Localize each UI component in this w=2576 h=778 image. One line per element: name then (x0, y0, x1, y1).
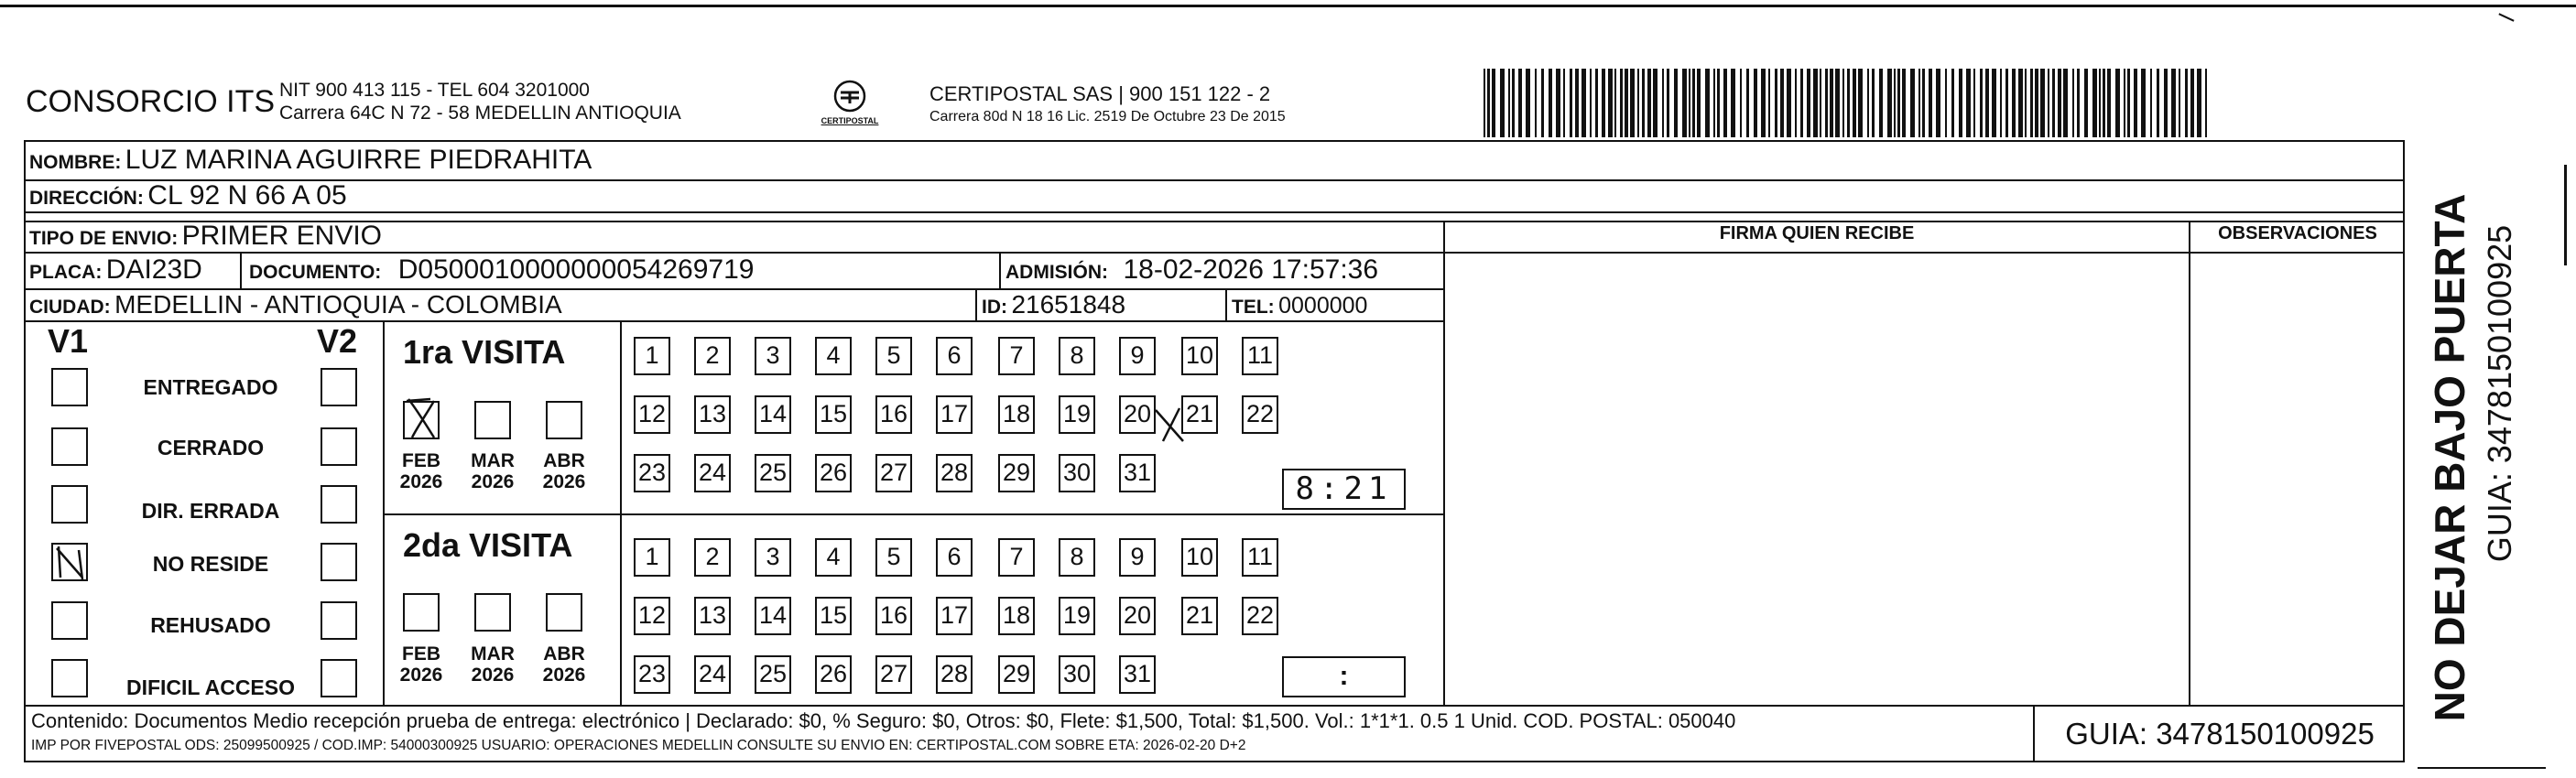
barcode-bar (1761, 69, 1766, 137)
documento-label: DOCUMENTO: (249, 262, 382, 283)
status-rehusado: REHUSADO (150, 613, 271, 637)
barcode-bar (1887, 69, 1892, 137)
barcode-bar (1992, 69, 1996, 137)
barcode-bar (1775, 69, 1777, 137)
barcode-bar (1830, 69, 1833, 137)
row-line (1445, 252, 2405, 254)
visit-divider (383, 513, 1443, 515)
day-12-box[interactable]: 12 (634, 395, 670, 434)
day-6-box[interactable]: 6 (936, 337, 973, 375)
day-24-box[interactable]: 24 (694, 454, 731, 492)
day-21-box[interactable]: 21 (1181, 395, 1218, 434)
visit1-time: 8:21 (1295, 470, 1393, 507)
day-12-box[interactable]: 12 (634, 597, 670, 635)
barcode-bar (1945, 69, 1947, 137)
visit2-month-abr-checkbox[interactable] (546, 593, 582, 632)
day-14-box[interactable]: 14 (755, 597, 791, 635)
documento-value: D0500010000000054269719 (397, 254, 755, 285)
day-15-box[interactable]: 15 (815, 395, 852, 434)
tel-label: TEL: (1232, 297, 1275, 318)
barcode-bar (1570, 69, 1572, 137)
barcode-bar (2134, 69, 2137, 137)
barcode-bar (1541, 69, 1544, 137)
col-line (1225, 288, 1227, 320)
barcode-bar (1608, 69, 1613, 137)
visit2-month-feb-checkbox[interactable] (403, 593, 440, 632)
v1-checkbox-no-reside[interactable] (51, 543, 88, 581)
direccion-label: DIRECCIÓN: (29, 188, 144, 209)
day-3-box[interactable]: 3 (755, 337, 791, 375)
month-name: MAR (471, 643, 515, 665)
barcode-bar (1894, 69, 1896, 137)
barcode-bar (2103, 69, 2105, 137)
day-28-box[interactable]: 28 (936, 454, 973, 492)
nombre-row (29, 145, 592, 176)
day-11-box[interactable]: 11 (1242, 538, 1278, 577)
month-year: 2026 (542, 665, 586, 686)
day-2-box[interactable]: 2 (694, 538, 731, 577)
barcode-bar (1872, 69, 1875, 137)
barcode-bar (1535, 69, 1537, 137)
barcode-bar (2197, 69, 2201, 137)
barcode-bar (1842, 69, 1844, 137)
row-line (24, 252, 1443, 254)
barcode-bar (1897, 69, 1900, 137)
side-warning: NO DEJAR BAJO PUERTA (2426, 193, 2473, 722)
day-30-box[interactable]: 30 (1059, 655, 1095, 694)
visit1-title: 1ra VISITA (403, 333, 566, 371)
status-dir-errada: DIR. ERRADA (141, 499, 280, 523)
corner-mark (2498, 13, 2514, 21)
day-13-box[interactable]: 13 (694, 597, 731, 635)
barcode-bar (1602, 69, 1605, 137)
day-25-box[interactable]: 25 (755, 655, 791, 694)
barcode-bar (1549, 69, 1552, 137)
barcode-bar (1825, 69, 1828, 137)
id-value: 21651848 (1011, 290, 1126, 319)
barcode-bar (1575, 69, 1579, 137)
footer-imp: IMP POR FIVEPOSTAL ODS: 25099500925 / COD.IMP: 54000300925 USUARIO: OPERACIONES MEDELLIN CONSULTE SU ENVIO EN: CERTIPOSTAL.COM SOBRE ETA: 2026-02-20 D+2 (31, 738, 1246, 753)
day-6-box[interactable]: 6 (936, 538, 973, 577)
nombre-value: LUZ MARINA AGUIRRE PIEDRAHITA (125, 145, 592, 175)
day-15-box[interactable]: 15 (815, 597, 852, 635)
day-13-box[interactable]: 13 (694, 395, 731, 434)
barcode-bar (1959, 69, 1962, 137)
logo-caption: CERTIPOSTAL (821, 116, 879, 125)
barcode-bar (1625, 69, 1628, 137)
barcode-bar (1731, 69, 1735, 137)
barcode-bar (1563, 69, 1565, 137)
barcode-bar (1807, 69, 1810, 137)
day-17-box[interactable]: 17 (936, 395, 973, 434)
visit2-title: 2da VISITA (403, 526, 573, 564)
day-8-box[interactable]: 8 (1059, 337, 1095, 375)
barcode-bar (1835, 69, 1840, 137)
barcode-bar (1713, 69, 1715, 137)
admision-label: ADMISIÓN: (1005, 262, 1108, 283)
admision-value: 18-02-2026 17:57:36 (1123, 254, 1379, 285)
barcode-bar (1717, 69, 1720, 137)
day-26-box[interactable]: 26 (815, 655, 852, 694)
v2-checkbox-dificil-acceso[interactable] (321, 659, 357, 697)
day-29-box[interactable]: 29 (998, 454, 1035, 492)
day-5-box[interactable]: 5 (875, 337, 912, 375)
barcode-bar (2030, 69, 2033, 137)
month-name: FEB (402, 643, 440, 665)
day-31-box[interactable]: 31 (1119, 655, 1156, 694)
barcode-bar (1614, 69, 1616, 137)
barcode-bar (2072, 69, 2074, 137)
placa-value: DAI23D (105, 254, 202, 285)
barcode-bar (1746, 69, 1749, 137)
row-line (24, 179, 2405, 181)
col-line (383, 320, 385, 705)
barcode-bar (1929, 69, 1932, 137)
month-name: ABR (543, 450, 585, 471)
visit1-month-feb (394, 450, 449, 492)
day-27-box[interactable]: 27 (875, 655, 912, 694)
nombre-label: NOMBRE: (29, 152, 122, 173)
day-21-box[interactable]: 21 (1181, 597, 1218, 635)
day-20-box[interactable]: 20 (1119, 395, 1156, 434)
barcode-bar (1985, 69, 1989, 137)
edge-mark (2564, 165, 2567, 265)
barcode-bar (2179, 69, 2180, 137)
certipostal-info (929, 82, 1286, 125)
barcode-bar (1667, 69, 1669, 137)
barcode-bar (2025, 69, 2027, 137)
barcode-bar (2190, 69, 2194, 137)
day-22-box[interactable]: 22 (1242, 597, 1278, 635)
address-line: Carrera 64C N 72 - 58 MEDELLIN ANTIOQUIA (279, 103, 681, 124)
barcode-bar (1879, 69, 1883, 137)
barcode-bar (1723, 69, 1727, 137)
barcode-bar (1692, 69, 1695, 137)
col-line (2189, 221, 2190, 707)
barcode-bar (1595, 69, 1598, 137)
day-10-box[interactable]: 10 (1181, 538, 1218, 577)
month-name: FEB (402, 450, 440, 471)
id-label: ID: (982, 297, 1007, 318)
barcode-bar (1620, 69, 1623, 137)
direccion-value: CL 92 N 66 A 05 (147, 180, 347, 211)
day-18-box[interactable]: 18 (998, 597, 1035, 635)
visit1-time-box[interactable] (1282, 469, 1406, 510)
barcode-bar (1512, 69, 1515, 137)
v1-checkbox-entregado[interactable] (51, 368, 88, 406)
barcode-bar (2063, 69, 2068, 137)
certipostal-address: Carrera 80d N 18 16 Lic. 2519 De Octubre 23 De 2015 (929, 109, 1286, 124)
barcode-bar (1800, 69, 1803, 137)
barcode-bar (1780, 69, 1784, 137)
visit1-month-abr (537, 450, 592, 492)
barcode-bar (2171, 69, 2176, 137)
day-19-box[interactable]: 19 (1059, 597, 1095, 635)
month-name: MAR (471, 450, 515, 471)
ciudad-label: CIUDAD: (29, 297, 111, 318)
barcode-bar (1556, 69, 1560, 137)
tipo-row (29, 221, 382, 252)
v1-checkbox-dificil-acceso[interactable] (51, 659, 88, 697)
day-16-box[interactable]: 16 (875, 597, 912, 635)
firma-label: FIRMA QUIEN RECIBE (1719, 223, 1915, 243)
day-7-box[interactable]: 7 (998, 538, 1035, 577)
barcode-bar (2141, 69, 2146, 137)
barcode-bar (1966, 69, 1971, 137)
month-name: ABR (543, 643, 585, 665)
barcode-bar (2127, 69, 2130, 137)
v2-checkbox-entregado[interactable] (321, 368, 357, 406)
barcode-bar (2035, 69, 2038, 137)
nit-info (279, 79, 681, 124)
barcode-bar (2000, 69, 2002, 137)
col-line (620, 320, 622, 705)
tel-cell (1232, 293, 1367, 319)
col-line (999, 252, 1001, 288)
nit-line: NIT 900 413 115 - TEL 604 3201000 (279, 80, 590, 101)
tipo-value: PRIMER ENVIO (181, 221, 383, 251)
barcode-bar (1674, 69, 1678, 137)
v2-heading: V2 (317, 322, 358, 360)
ciudad-cell (29, 290, 562, 319)
v2-checkbox-dir-errada[interactable] (321, 485, 357, 524)
v1-heading: V1 (48, 322, 89, 360)
col-line (1443, 221, 1445, 707)
visit1-month-mar-checkbox[interactable] (474, 401, 511, 439)
status-dificil-acceso: DIFICIL ACCESO (125, 675, 295, 699)
day-25-box[interactable]: 25 (755, 454, 791, 492)
day-23-box[interactable]: 23 (634, 454, 670, 492)
day-24-box[interactable]: 24 (694, 655, 731, 694)
barcode-bar (2077, 69, 2080, 137)
day-30-box[interactable]: 30 (1059, 454, 1095, 492)
visit2-month-abr (537, 643, 592, 686)
barcode-bar (1508, 69, 1510, 137)
month-year: 2026 (399, 665, 443, 686)
day-3-box[interactable]: 3 (755, 538, 791, 577)
barcode-bar (1918, 69, 1920, 137)
barcode-bar (1787, 69, 1791, 137)
day-23-box[interactable]: 23 (634, 655, 670, 694)
barcode-bar (2164, 69, 2168, 137)
row-line (24, 705, 2405, 707)
barcode-bar (2052, 69, 2055, 137)
barcode-bar (1590, 69, 1592, 137)
barcode-bar (1820, 69, 1821, 137)
visit2-month-mar (465, 643, 520, 686)
barcode-bar (1951, 69, 1954, 137)
day-1-box[interactable]: 1 (634, 337, 670, 375)
day-8-box[interactable]: 8 (1059, 538, 1095, 577)
day-14-box[interactable]: 14 (755, 395, 791, 434)
barcode-bar (2040, 69, 2045, 137)
barcode-bar (1768, 69, 1770, 137)
month-year: 2026 (471, 471, 515, 492)
top-rule (0, 5, 2576, 7)
v1-checkbox-dir-errada[interactable] (51, 485, 88, 524)
barcode-bar (2107, 69, 2111, 137)
barcode-bar (1500, 69, 1505, 137)
barcode-bar (1492, 69, 1495, 137)
barcode-bar (1647, 69, 1651, 137)
placa-label: PLACA: (29, 262, 103, 283)
visit1-month-mar (465, 450, 520, 492)
barcode-bar (2018, 69, 2023, 137)
tipo-label: TIPO DE ENVIO: (29, 228, 179, 249)
barcode-bar (2092, 69, 2097, 137)
barcode-bar (1705, 69, 1710, 137)
v2-checkbox-no-reside[interactable] (321, 543, 357, 581)
barcode-bar (2084, 69, 2088, 137)
v2-checkbox-cerrado[interactable] (321, 427, 357, 466)
v2-checkbox-rehusado[interactable] (321, 601, 357, 640)
barcode-bar (1922, 69, 1925, 137)
barcode-bar (1853, 69, 1856, 137)
barcode-bar (1847, 69, 1850, 137)
day-17-box[interactable]: 17 (936, 597, 973, 635)
barcode-bar (1980, 69, 1983, 137)
day-18-box[interactable]: 18 (998, 395, 1035, 434)
id-cell (982, 290, 1125, 319)
barcode-bar (2012, 69, 2016, 137)
day-9-box[interactable]: 9 (1119, 337, 1156, 375)
day-4-box[interactable]: 4 (815, 337, 852, 375)
barcode-bar (1484, 69, 1485, 137)
barcode-bar (1662, 69, 1664, 137)
barcode-bar (1867, 69, 1869, 137)
barcode-bar (1637, 69, 1639, 137)
barcode-bar (1653, 69, 1658, 137)
barcode-bar (1487, 69, 1490, 137)
status-no-reside: NO RESIDE (152, 552, 269, 576)
day-11-box[interactable]: 11 (1242, 337, 1278, 375)
barcode-bar (1795, 69, 1797, 137)
barcode-bar (1936, 69, 1940, 137)
day-26-box[interactable]: 26 (815, 454, 852, 492)
barcode-bar (2005, 69, 2008, 137)
visit2-time-box[interactable] (1282, 656, 1406, 697)
month-year: 2026 (399, 471, 443, 492)
day-31-box[interactable]: 31 (1119, 454, 1156, 492)
barcode-bar (1902, 69, 1906, 137)
barcode-bar (2124, 69, 2125, 137)
day-19-box[interactable]: 19 (1059, 395, 1095, 434)
barcode-bar (1630, 69, 1635, 137)
barcode-bar (1910, 69, 1915, 137)
barcode-bar (1581, 69, 1586, 137)
certipostal-logo-icon (813, 76, 886, 131)
month-year: 2026 (471, 665, 515, 686)
direccion-row (29, 180, 347, 211)
barcode-bar (2205, 69, 2207, 137)
barcode-bar (1858, 69, 1863, 137)
documento-cell (249, 254, 754, 286)
barcode-bar (1642, 69, 1645, 137)
footer-guia: GUIA: 3478150100925 (2065, 717, 2375, 751)
month-year: 2026 (542, 471, 586, 492)
barcode-bar (1813, 69, 1818, 137)
side-guia: GUIA: 3478150100925 (2481, 224, 2518, 563)
col-line (240, 252, 242, 288)
barcode-bar (2157, 69, 2159, 137)
barcode-bar (2048, 69, 2049, 137)
brand-name: CONSORCIO ITS (26, 84, 276, 119)
visit2-month-feb (394, 643, 449, 686)
barcode-bar (1740, 69, 1742, 137)
barcode-bar (1973, 69, 1975, 137)
status-cerrado: CERRADO (157, 436, 265, 459)
day-2-box[interactable]: 2 (694, 337, 731, 375)
day-7-box[interactable]: 7 (998, 337, 1035, 375)
barcode-bar (2150, 69, 2152, 137)
day-4-box[interactable]: 4 (815, 538, 852, 577)
visit1-month-abr-checkbox[interactable] (546, 401, 582, 439)
day-28-box[interactable]: 28 (936, 655, 973, 694)
day-5-box[interactable]: 5 (875, 538, 912, 577)
visit2-month-mar-checkbox[interactable] (474, 593, 511, 632)
barcode-bar (2058, 69, 2061, 137)
barcode-bar (1682, 69, 1687, 137)
day-27-box[interactable]: 27 (875, 454, 912, 492)
day-1-box[interactable]: 1 (634, 538, 670, 577)
day-9-box[interactable]: 9 (1119, 538, 1156, 577)
visit1-month-feb-checkbox[interactable] (403, 401, 440, 439)
day-22-box[interactable]: 22 (1242, 395, 1278, 434)
status-entregado: ENTREGADO (143, 375, 278, 399)
admision-cell (1005, 254, 1378, 286)
day-29-box[interactable]: 29 (998, 655, 1035, 694)
v1-checkbox-rehusado[interactable] (51, 601, 88, 640)
row-line (24, 211, 2405, 213)
tel-value: 0000000 (1278, 293, 1368, 319)
barcode-bar (1754, 69, 1757, 137)
ciudad-value: MEDELLIN - ANTIOQUIA - COLOMBIA (114, 290, 562, 319)
day-16-box[interactable]: 16 (875, 395, 912, 434)
row-line (24, 320, 1443, 322)
bottom-mark (2418, 767, 2546, 769)
barcode-bar (2115, 69, 2120, 137)
v1-checkbox-cerrado[interactable] (51, 427, 88, 466)
observaciones-label: OBSERVACIONES (2218, 223, 2377, 243)
day-10-box[interactable]: 10 (1181, 337, 1218, 375)
day-20-box[interactable]: 20 (1119, 597, 1156, 635)
col-line (975, 288, 977, 320)
visit2-time: : (1339, 661, 1349, 691)
barcode-bar (2185, 69, 2188, 137)
barcode-bar (1518, 69, 1522, 137)
footer-content: Contenido: Documentos Medio recepción prueba de entrega: electrónico | Declarado: $0, % Seguro: $0, Otros: $0, Flete: $1,500, Total: $1,500. Vol.: 1*1*1. 0.5 1 Unid. COD. POSTAL: 050040 (31, 709, 1736, 732)
barcode (1484, 69, 2216, 137)
barcode-bar (1697, 69, 1701, 137)
barcode-bar (1526, 69, 1530, 137)
placa-cell (29, 254, 202, 286)
barcode-bar (1689, 69, 1690, 137)
barcode-bar (2099, 69, 2101, 137)
certipostal-line: CERTIPOSTAL SAS | 900 151 122 - 2 (929, 82, 1271, 105)
